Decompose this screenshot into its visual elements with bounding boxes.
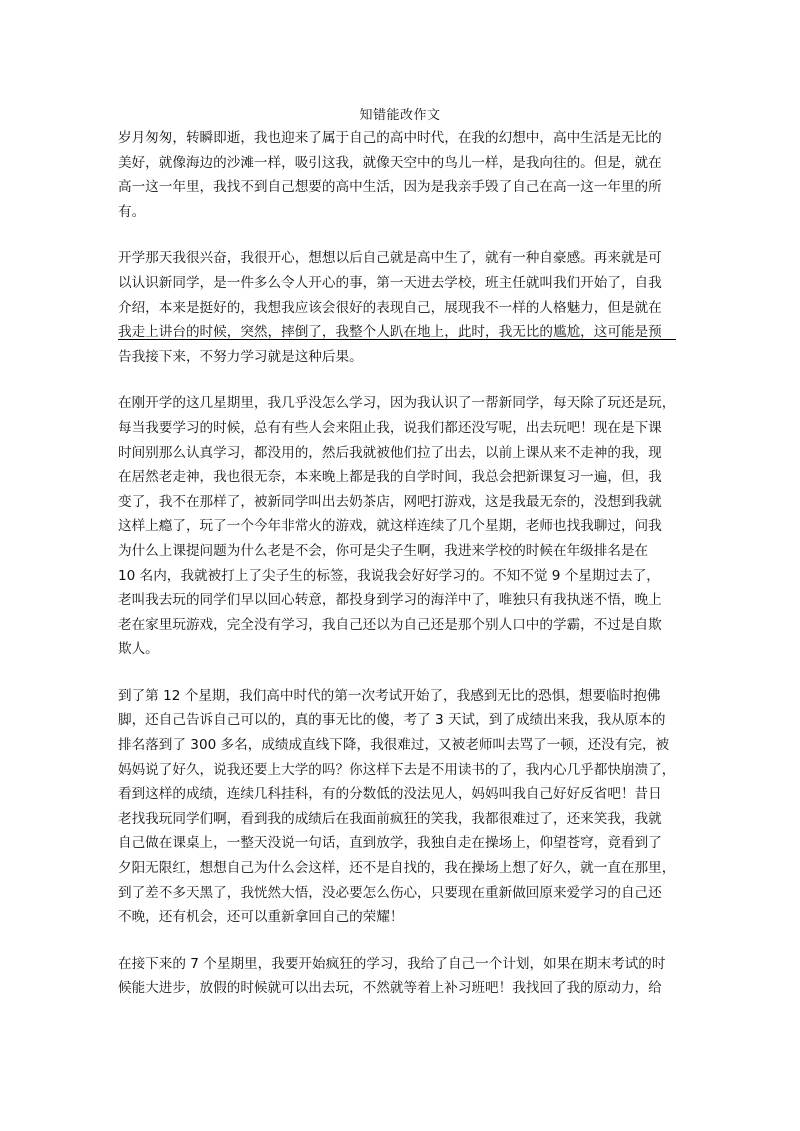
paragraph-line: 老找我玩同学们啊，看到我的成绩后在我面前疯狂的笑我，我都很难过了，还来笑我，我就	[118, 810, 662, 827]
paragraph-line: 妈妈说了好久，说我还要上大学的吗？你这样下去是不用读书的了，我内心几乎都快崩溃了，	[118, 761, 676, 778]
paragraph	[118, 391, 684, 662]
paragraph-line: 我走上讲台的时候，突然，摔倒了，我整个人趴在地上，此时，我无比的尴尬，这可能是预	[118, 324, 662, 341]
paragraph-line: 在刚开学的这几星期里，我几乎没怎么学习，因为我认识了一帮新同学，每天除了玩还是玩，	[118, 395, 676, 412]
paragraph-line: 以认识新同学，是一件多么令人开心的事，第一天进去学校，班主任就叫我们开始了，自我	[118, 274, 662, 291]
paragraph-line: 在居然老走神，我也很无奈，本来晚上都是我的自学时间，我总会把新课复习一遍，但，我	[118, 469, 662, 486]
paragraph	[118, 126, 684, 224]
paragraph	[118, 684, 684, 930]
paragraph-line: 到了第 12 个星期，我们高中时代的第一次考试开始了，我感到无比的恐惧，想要临时抱佛	[118, 687, 661, 704]
paragraph-line: 为什么上课提问题为什么老是不会，你可是尖子生啊，我进来学校的时候在年级排名是在	[118, 542, 649, 559]
paragraph-line: 美好，就像海边的沙滩一样，吸引这我，就像天空中的鸟儿一样，是我向往的。但是，就在	[118, 154, 662, 171]
document-title: 知错能改作文	[359, 108, 441, 123]
paragraph-line: 岁月匆匆，转瞬即逝，我也迎来了属于自己的高中时代，在我的幻想中，高中生活是无比的	[118, 130, 662, 146]
paragraph-line: 介绍，本来是挺好的，我想我应该会很好的表现自己，展现我不一样的人格魅力，但是就在	[118, 299, 662, 316]
document-body	[118, 126, 684, 1023]
paragraph	[118, 246, 684, 369]
paragraph-line: 高一这一年里，我找不到自己想要的高中生活，因为是我亲手毁了自己在高一这一年里的所	[118, 179, 662, 196]
paragraph-line: 老在家里玩游戏，完全没有学习，我自己还以为自己还是那个别人口中的学霸，不过是自欺	[118, 616, 662, 633]
paragraph	[118, 952, 684, 1001]
paragraph-line: 夕阳无限红，想想自己为什么会这样，还不是自找的，我在操场上想了好久，就一直在那里，	[118, 860, 676, 877]
paragraph-line: 排名落到了 300 多名，成绩成直线下降，我很难过，又被老师叫去骂了一顿，还没有完，被	[118, 737, 670, 754]
paragraph-line: 看到这样的成绩，连续几科挂科，有的分数低的没法见人，妈妈叫我自己好好反省吧！昔日	[118, 786, 662, 803]
paragraph-line: 在接下来的 7 个星期里，我要开始疯狂的学习，我给了自己一个计划，如果在期末考试的时	[118, 955, 666, 972]
paragraph-line: 不晚，还有机会，还可以重新拿回自己的荣耀！	[118, 909, 404, 926]
paragraph-line: 候能大进步，放假的时候就可以出去玩，不然就等着上补习班吧！我找回了我的原动力，给	[118, 980, 662, 997]
paragraph-line: 脚，还自己告诉自己可以的，真的事无比的傻，考了 3 天试，到了成绩出来我，我从原本的	[118, 712, 666, 729]
paragraph-line: 开学那天我很兴奋，我很开心，想想以后自己就是高中生了，就有一种自豪感。再来就是可	[118, 250, 662, 267]
paragraph-line: 这样上瘾了，玩了一个今年非常火的游戏，就这样连续了几个星期，老师也找我聊过，问我	[118, 518, 662, 535]
paragraph-line: 每当我要学习的时候，总有有些人会来阻止我，说我们都还没写呢，出去玩吧！现在是下课	[118, 419, 662, 436]
paragraph-line: 老叫我去玩的同学们早以回心转意，都投身到学习的海洋中了，唯独只有我执迷不悟，晚上	[118, 592, 662, 609]
paragraph-line: 10 名内，我就被打上了尖子生的标签，我说我会好好学习的。不知不觉 9 个星期过去了，	[118, 567, 660, 584]
paragraph-line: 自己做在课桌上，一整天没说一句话，直到放学，我独自走在操场上，仰望苍穹，竟看到了	[118, 835, 662, 852]
paragraph-line: 时间别那么认真学习，都没用的，然后我就被他们拉了出去，以前上课从来不走神的我，现	[118, 444, 662, 461]
paragraph-line: 欺人。	[118, 641, 159, 658]
paragraph-line: 告我接下来，不努力学习就是这种后果。	[118, 348, 363, 365]
paragraph-line: 有。	[118, 203, 146, 220]
paragraph-line: 到了差不多天黑了，我恍然大悟，没必要怎么伤心，只要现在重新做回原来爱学习的自己还	[118, 884, 662, 901]
paragraph-line: 变了，我不在那样了，被新同学叫出去奶茶店，网吧打游戏，这是我最无奈的，没想到我就	[118, 493, 662, 510]
